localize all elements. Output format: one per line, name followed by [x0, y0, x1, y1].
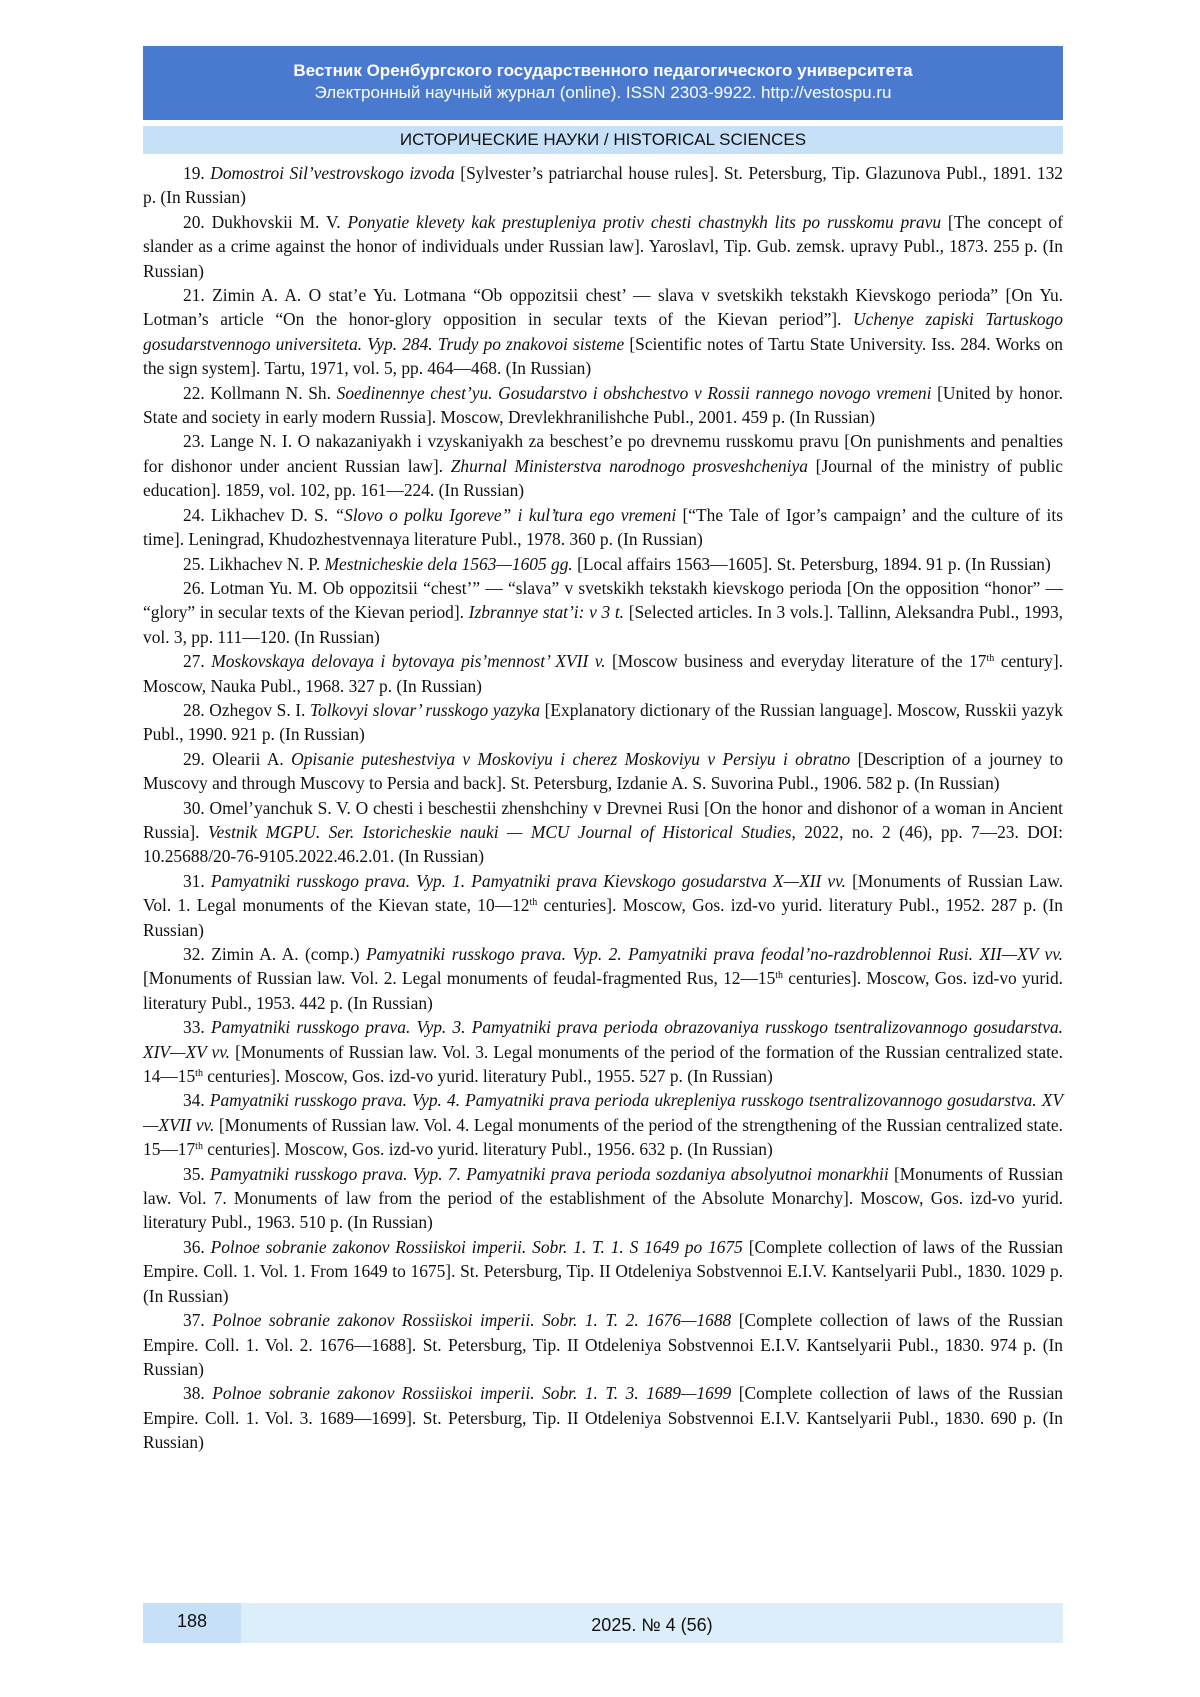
reference-item: [143, 649, 1063, 698]
reference-text: [The concept of slander as a crime against the honor of individuals under Russian law]. Yaroslavl, Tip. Gub. zemsk. upravy Publ., 1873. 255 p. (In Russian): [143, 211, 1063, 281]
reference-text: centuries]. Moscow, Gos. izd-vo yurid. literatury Publ., 1956. 632 p. (In Russian): [202, 1139, 773, 1160]
reference-text: 25. Likhachev N. P.: [183, 553, 325, 574]
reference-item: [143, 1235, 1063, 1308]
reference-title: Soedinennye chest’yu. Gosudarstvo i obshchestvo v Rossii rannego novogo vremeni: [336, 382, 932, 403]
reference-text: 20. Dukhovskii M. V.: [183, 211, 348, 232]
page-content: [143, 46, 1063, 1455]
reference-title: Izbrannye stat’i: v 3 t.: [468, 602, 625, 623]
reference-title: Zhurnal Ministerstva narodnogo prosveshcheniya: [450, 455, 808, 476]
reference-text: [Journal of the ministry of public education]. 1859, vol. 102, pp. 161—224. (In Russian): [143, 455, 1063, 501]
reference-title: Pamyatniki russkogo prava. Vyp. 2. Pamyatniki prava feodal’no-razdroblennoi Rusi. XII—XV vv.: [366, 944, 1063, 964]
reference-text: 28. Ozhegov S. I.: [183, 699, 310, 720]
reference-text: centuries]. Moscow, Gos. izd-vo yurid. literatury Publ., 1952. 287 p. (In Russian): [143, 895, 1063, 940]
page-footer: [143, 1603, 1063, 1643]
reference-text: [Explanatory dictionary of the Russian language]. Moscow, Russkii yazyk Publ., 1990. 921 p. (In Russian): [143, 699, 1063, 745]
reference-text: century]. Moscow, Nauka Publ., 1968. 327 p. (In Russian): [143, 651, 1064, 696]
journal-header: [143, 46, 1063, 120]
reference-text: 35.: [183, 1163, 211, 1184]
reference-item: [143, 1381, 1063, 1454]
reference-title: Uchenye zapiski Tartuskogo gosudarstvennogo universiteta. Vyp. 284. Trudy po znakovoi sisteme: [143, 309, 1063, 354]
reference-item: [143, 503, 1063, 552]
reference-title: Polnoe sobranie zakonov Rossiiskoi imperii. Sobr. 1. T. 1. S 1649 po 1675: [210, 1236, 743, 1257]
reference-text: 33.: [183, 1017, 211, 1038]
reference-item: [143, 576, 1063, 649]
reference-text: [Scientific notes of Tartu State University. Iss. 284. Works on the sign system]. Tartu, 1971, vol. 5, pp. 464—468. (In Russian): [143, 333, 1063, 379]
reference-text: [Monuments of Russian law. Vol. 7. Monuments of law from the period of the establishment of the Absolute Monarchy]. Moscow, Gos. izd-vo yurid. literatury Publ., 1963. 510 p. (In Russian): [143, 1163, 1063, 1233]
reference-title: Domostroi Sil’vestrovskogo izvoda: [210, 163, 455, 183]
section-title: ИСТОРИЧЕСКИЕ НАУКИ / HISTORICAL SCIENCES: [143, 126, 1063, 154]
reference-text: , 2022, no. 2 (46), pp. 7—23. DOI: 10.25688/20-76-9105.2022.46.2.01. (In Russian): [143, 821, 1064, 867]
reference-text: [Monuments of Russian law. Vol. 4. Legal monuments of the period of the strengthening of the Russian centralized state. 15—17: [143, 1114, 1064, 1160]
reference-title: Ponyatie klevety kak prestupleniya protiv chesti chastnykh lits po russkomu pravu: [347, 211, 942, 232]
reference-text: [Complete collection of laws of the Russian Empire. Coll. 1. Vol. 3. 1689—1699]. St. Petersburg, Tip. II Otdeleniya Sobstvennoi E.I.V. Kantselyarii Publ., 1830. 690 p. (In Russian): [143, 1383, 1064, 1453]
reference-title: Pamyatniki russkogo prava. Vyp. 3. Pamyatniki prava perioda obrazovaniya russkogo tsentralizovannogo gosudarstva. XIV—XV vv.: [143, 1017, 1064, 1062]
reference-title: Pamyatniki russkogo prava. Vyp. 4. Pamyatniki prava perioda ukrepleniya russkogo tsentralizovannogo gosudarstva. XV—XVII vv.: [143, 1090, 1063, 1135]
reference-list: [143, 161, 1063, 1455]
reference-title: Polnoe sobranie zakonov Rossiiskoi imperii. Sobr. 1. T. 3. 1689—1699: [212, 1383, 732, 1404]
reference-title: “Slovo o polku Igoreve” i kul’tura ego vremeni: [334, 504, 677, 525]
reference-title: Opisanie puteshestviya v Moskoviyu i cherez Moskoviyu v Persiyu i obratno: [291, 748, 851, 769]
reference-ordinal-suffix: th: [529, 897, 538, 909]
reference-text: [Monuments of Russian law. Vol. 2. Legal monuments of feudal-fragmented Rus, 12—15: [143, 968, 776, 989]
reference-item: [143, 381, 1063, 430]
reference-text: 29. Olearii A.: [183, 748, 292, 769]
reference-ordinal-suffix: th: [986, 653, 995, 665]
reference-text: 19.: [183, 163, 211, 183]
reference-text: 21. Zimin A. A. O stat’e Yu. Lotmana “Ob oppozitsii chest’ — slava v svetskikh tekstakh Kievskogo perioda” [On Yu. Lotman’s article “On the honor-glory opposition in secular texts of the Kievan period”].: [143, 285, 1063, 330]
journal-subtitle: Электронный научный журнал (online). ISSN 2303-9922. http://vestospu.ru: [314, 83, 892, 102]
reference-item: [143, 796, 1063, 869]
reference-text: 27.: [183, 651, 212, 672]
reference-title: Vestnik MGPU. Ser. Istoricheskie nauki — MCU Journal of Historical Studies: [207, 821, 792, 842]
reference-title: Polnoe sobranie zakonov Rossiiskoi imperii. Sobr. 1. T. 2. 1676—1688: [212, 1310, 732, 1331]
reference-title: Pamyatniki russkogo prava. Vyp. 7. Pamyatniki prava perioda sozdaniya absolyutnoi monarkhii: [210, 1163, 889, 1184]
reference-item: [143, 1162, 1063, 1235]
reference-text: 26. Lotman Yu. M. Ob oppozitsii “chest’” — “slava” v svetskikh tekstakh kievskogo perioda [On the opposition “honor” — “glory” in secular texts of the Kievan period].: [143, 577, 1063, 623]
reference-item: [143, 1088, 1063, 1161]
reference-text: 32. Zimin A. A. (comp.): [183, 944, 367, 964]
reference-text: 22. Kollmann N. Sh.: [183, 382, 337, 403]
reference-item: [143, 283, 1063, 381]
reference-text: [Selected articles. In 3 vols.]. Tallinn, Aleksandra Publ., 1993, vol. 3, pp. 111—120. (In Russian): [143, 602, 1063, 647]
reference-item: [143, 1015, 1063, 1088]
reference-item: [143, 210, 1063, 283]
reference-text: 31.: [183, 870, 211, 891]
reference-text: [Monuments of Russian Law. Vol. 1. Legal monuments of the Kievan state, 10—12: [143, 870, 1064, 916]
reference-text: [Complete collection of laws of the Russian Empire. Coll. 1. Vol. 2. 1676—1688]. St. Petersburg, Tip. II Otdeleniya Sobstvennoi E.I.V. Kantselyarii Publ., 1830. 974 p. (In Russian): [143, 1310, 1064, 1379]
reference-text: centuries]. Moscow, Gos. izd-vo yurid. literatury Publ., 1953. 442 p. (In Russian): [143, 968, 1064, 1013]
reference-title: Tolkovyi slovar’ russkogo yazyka: [309, 699, 541, 720]
reference-title: Mestnicheskie dela 1563—1605 gg.: [324, 553, 573, 574]
reference-text: 34.: [183, 1090, 210, 1111]
reference-item: [143, 747, 1063, 796]
reference-item: [143, 429, 1063, 502]
reference-text: 36.: [183, 1236, 211, 1257]
reference-text: [Description of a journey to Muscovy and through Muscovy to Persia and back]. St. Petersburg, Izdanie A. S. Suvorina Publ., 1906. 582 p. (In Russian): [143, 748, 1064, 794]
reference-text: [Monuments of Russian law. Vol. 3. Legal monuments of the period of the formation of the Russian centralized state. 14—15: [143, 1041, 1063, 1087]
reference-item: [143, 942, 1063, 1015]
issue-info: 2025. № 4 (56): [591, 1615, 713, 1635]
reference-text: [Moscow business and everyday literature of the 17: [605, 651, 987, 672]
reference-text: 38.: [183, 1383, 213, 1404]
reference-text: 23. Lange N. I. O nakazaniyakh i vzyskaniyakh za beschest’e po drevnemu russkomu pravu [On punishments and penalties for dishonor under ancient Russian law].: [143, 431, 1063, 476]
reference-text: 24. Likhachev D. S.: [183, 504, 335, 525]
reference-item: [143, 698, 1063, 747]
reference-title: Moskovskaya delovaya i bytovaya pis’mennost’ XVII v.: [211, 651, 606, 672]
reference-ordinal-suffix: th: [775, 970, 784, 982]
reference-text: centuries]. Moscow, Gos. izd-vo yurid. literatury Publ., 1955. 527 p. (In Russian): [202, 1066, 773, 1087]
reference-ordinal-suffix: th: [195, 1141, 203, 1153]
reference-text: [Sylvester’s patriarchal house rules]. St. Petersburg, Tip. Glazunova Publ., 1891. 132 p. (In Russian): [143, 163, 1064, 208]
reference-text: [Local affairs 1563—1605]. St. Petersburg, 1894. 91 p. (In Russian): [572, 553, 1051, 574]
reference-text: [Complete collection of laws of the Russian Empire. Coll. 1. Vol. 1. From 1649 to 1675]. St. Petersburg, Tip. II Otdeleniya Sobstvennoi E.I.V. Kantselyarii Publ., 1830. 1029 p. (In Russian): [143, 1236, 1064, 1306]
reference-title: Pamyatniki russkogo prava. Vyp. 1. Pamyatniki prava Kievskogo gosudarstva X—XII vv.: [210, 870, 846, 891]
reference-item: [143, 161, 1063, 210]
page-number: 188: [143, 1603, 241, 1643]
reference-text: [United by honor. State and society in early modern Russia]. Moscow, Drevlekhranilishche Publ., 2001. 459 p. (In Russian): [143, 382, 1063, 428]
reference-ordinal-suffix: th: [195, 1068, 203, 1080]
reference-text: 37.: [183, 1310, 213, 1331]
reference-item: [143, 1308, 1063, 1381]
reference-item: [143, 869, 1063, 942]
reference-text: [“The Tale of Igor’s campaign’ and the culture of its time]. Leningrad, Khudozhestvennaya literature Publ., 1978. 360 p. (In Russian): [143, 504, 1063, 550]
journal-title: Вестник Оренбургского государственного педагогического университета: [293, 61, 913, 80]
reference-item: [143, 552, 1063, 576]
reference-text: 30. Omel’yanchuk S. V. O chesti i beschestii zhenshchiny v Drevnei Rusi [On the honor and dishonor of a woman in Ancient Russia].: [143, 797, 1063, 842]
